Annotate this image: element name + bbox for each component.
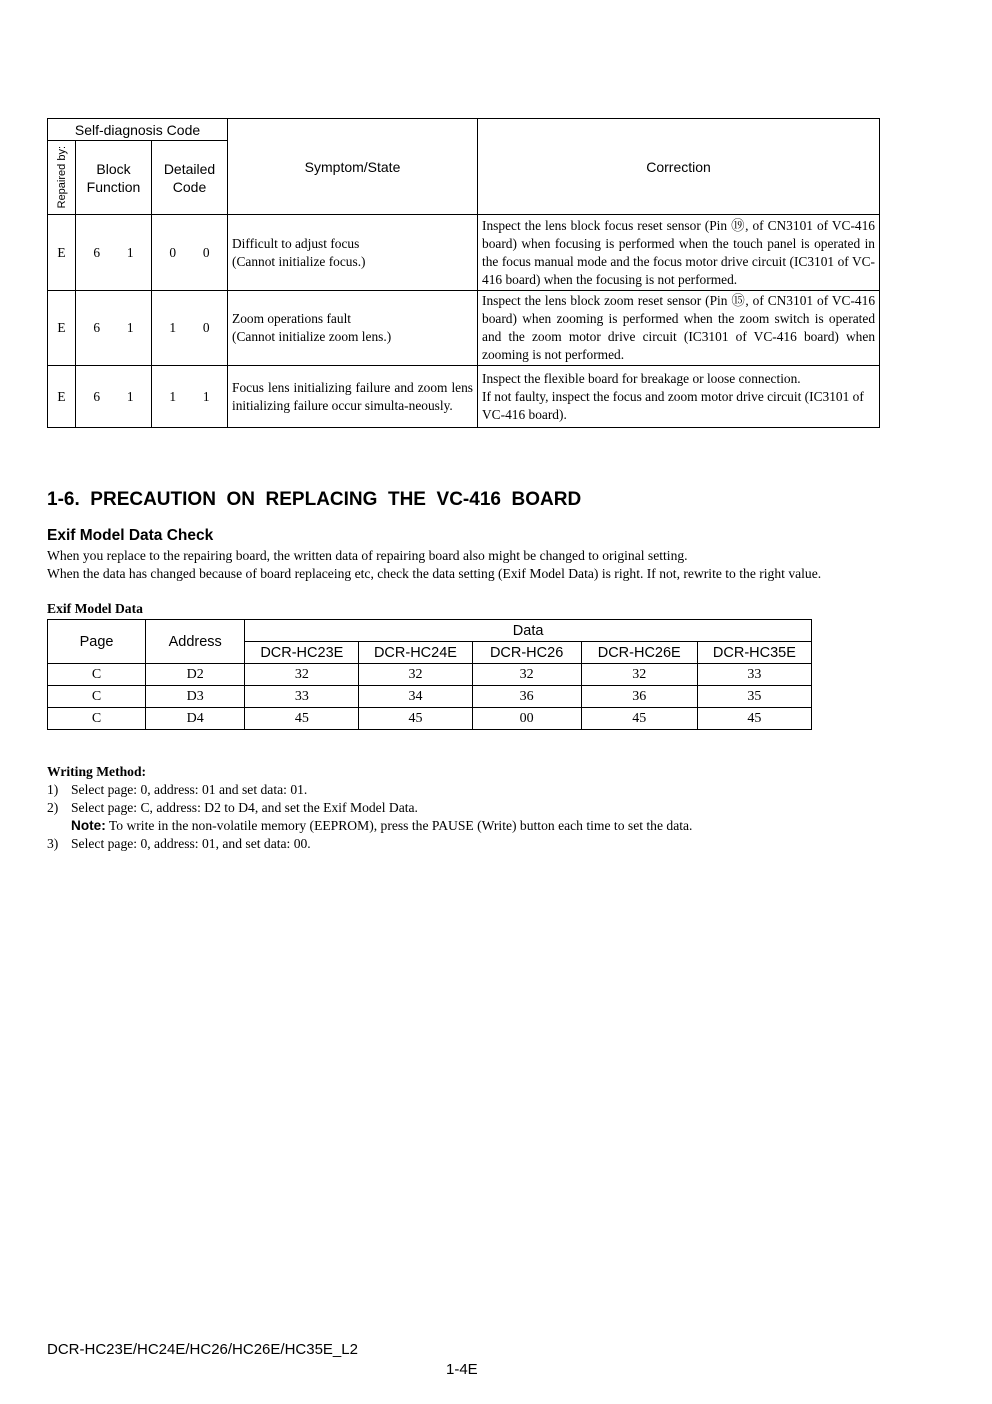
block-function-cell [76,366,152,428]
step-number: 1) [47,782,59,797]
value-cell: 35 [697,686,811,708]
address-cell: D2 [146,664,245,686]
detailed-code-cell [152,291,228,366]
exif-caption: Exif Model Data [47,601,143,616]
block-digit: 1 [126,244,134,260]
table-row [48,708,812,730]
value-cell: 45 [245,708,359,730]
model-header: DCR-HC24E [359,642,472,664]
step-1-text: Select page: 0, address: 01 and set data: 01. [71,782,308,797]
repaired-by-header: Repaired by: [55,146,68,209]
value-cell: 33 [697,664,811,686]
writing-method-title: Writing Method: [47,764,147,779]
symptom-cell: Focus lens initializing failure and zoom lens initializing failure occur simulta-neously. [228,366,478,428]
value-cell: 32 [581,664,697,686]
symptom-cell: Zoom operations fault (Cannot initialize zoom lens.) [228,291,478,366]
correction-cell: Inspect the flexible board for breakage or loose connection. If not faulty, inspect the focus and zoom motor drive circuit (IC3101 of VC-416 board). [478,366,880,428]
repaired-by-cell: E [48,215,76,291]
address-header: Address [146,620,245,664]
address-cell: D3 [146,686,245,708]
note-line [71,818,692,834]
symptom-state-header: Symptom/State [228,119,478,215]
note-text: To write in the non-volatile memory (EEPROM), press the PAUSE (Write) button each time to set the data. [108,818,693,833]
note-label: Note: [71,818,106,833]
address-cell: D4 [146,708,245,730]
block-function-cell [76,215,152,291]
detail-digit: 1 [202,388,210,404]
model-header: DCR-HC35E [697,642,811,664]
step-3-text: Select page: 0, address: 01, and set data: 00. [71,836,311,851]
correction-cell: Inspect the lens block focus reset sensor (Pin ⑲, of CN3101 of VC-416 board) when focusing is performed when the touch panel is operated in the focus manual mode and the focus motor drive circuit (IC3101 of VC-416 board) when the focusing is not performed. [478,215,880,291]
detail-digit: 0 [169,244,177,260]
data-header: Data [245,620,812,642]
value-cell: 32 [359,664,472,686]
table-row [48,291,880,366]
page-cell: C [48,686,146,708]
self-diagnosis-table [47,118,880,428]
table-row [48,664,812,686]
model-header: DCR-HC23E [245,642,359,664]
page-number: 1-4E [446,1361,478,1378]
section-title: 1-6. PRECAUTION ON REPLACING THE VC-416 BOARD [47,489,582,510]
model-header: DCR-HC26E [581,642,697,664]
detail-digit: 0 [202,244,210,260]
table-row [48,686,812,708]
detailed-code-cell [152,215,228,291]
footer-model: DCR-HC23E/HC24E/HC26/HC26E/HC35E_L2 [47,1341,358,1358]
repaired-by-cell: E [48,291,76,366]
exif-model-data-table [47,619,812,730]
detail-digit: 1 [169,320,177,335]
value-cell: 32 [245,664,359,686]
value-cell: 45 [359,708,472,730]
detail-digit: 0 [202,320,210,335]
detail-digit: 1 [169,388,177,404]
self-diagnosis-code-header: Self-diagnosis Code [48,119,228,141]
table-row [48,215,880,291]
block-digit: 1 [126,388,134,404]
value-cell: 36 [472,686,581,708]
model-header: DCR-HC26 [472,642,581,664]
value-cell: 00 [472,708,581,730]
step-number: 3) [47,836,59,851]
value-cell: 32 [472,664,581,686]
block-digit: 6 [93,244,101,260]
section-subtitle: Exif Model Data Check [47,527,214,544]
step-number: 2) [47,800,59,815]
block-function-header: Block Function [76,141,152,215]
value-cell: 33 [245,686,359,708]
symptom-cell: Difficult to adjust focus (Cannot initialize focus.) [228,215,478,291]
correction-cell: Inspect the lens block zoom reset sensor (Pin ⑮, of CN3101 of VC-416 board) when zooming is performed when the zoom switch is operated and the zoom motor drive circuit (IC3101 of VC-416 board) when zooming is not performed. [478,291,880,366]
detailed-code-cell [152,366,228,428]
page-header: Page [48,620,146,664]
block-digit: 6 [93,320,101,335]
repaired-by-header-cell [48,141,76,215]
block-digit: 1 [126,320,134,335]
table-row [48,366,880,428]
value-cell: 45 [697,708,811,730]
step-2-text: Select page: C, address: D2 to D4, and set the Exif Model Data. [71,800,418,815]
page-cell: C [48,664,146,686]
block-function-cell [76,291,152,366]
repaired-by-cell: E [48,366,76,428]
value-cell: 36 [581,686,697,708]
page-cell: C [48,708,146,730]
detailed-code-header: Detailed Code [152,141,228,215]
intro-paragraph-1: When you replace to the repairing board, the written data of repairing board also might be changed to original setting. [47,548,688,563]
intro-paragraph-2: When the data has changed because of board replaceing etc, check the data setting (Exif Model Data) is right. If not, rewrite to the right value. [47,566,822,581]
correction-header: Correction [478,119,880,215]
value-cell: 45 [581,708,697,730]
block-digit: 6 [93,388,101,404]
value-cell: 34 [359,686,472,708]
